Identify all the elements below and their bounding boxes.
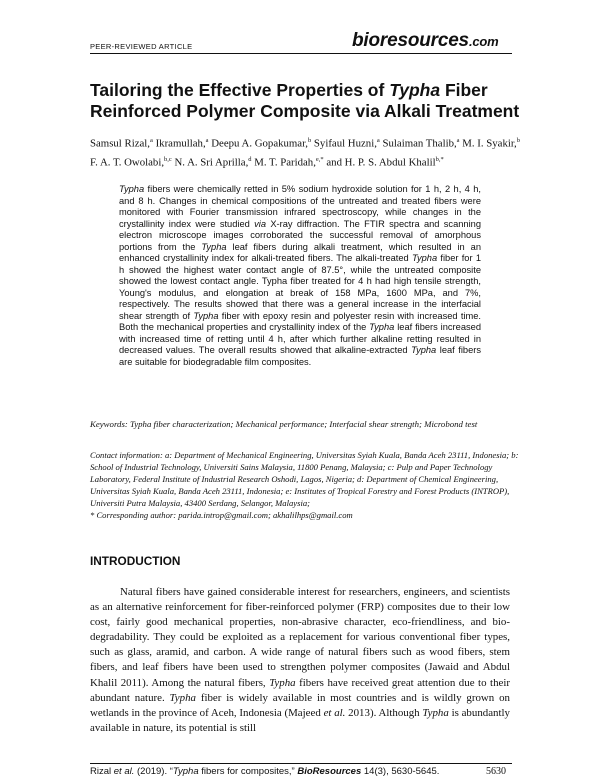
italic-term: Typha xyxy=(422,706,449,719)
italic-term: Typha xyxy=(411,253,438,263)
contact-information xyxy=(90,449,520,521)
author-name: and H. P. S. Abdul Khalil xyxy=(323,156,436,169)
italic-term: Typha xyxy=(193,310,219,321)
footer-citation xyxy=(90,766,439,777)
author-name: M. T. Paridah, xyxy=(251,156,316,169)
abstract-text: fibers were chemically retted in 5% sodium hydroxide solution for 1 h, 2 h, 4 h, and 8 h. Changes in chemical compositions of the untreated and treated fibers were monitored with Fourier transmission infrared spectroscopy, while changes in the crystallinity index were studied xyxy=(119,184,481,229)
journal-suffix: .com xyxy=(468,34,499,49)
footer-text: 14(3), 5630-5645. xyxy=(361,766,440,777)
body-text: is abundantly available in nature, its potential is still xyxy=(90,706,510,734)
page-number: 5630 xyxy=(486,766,506,777)
paragraph xyxy=(90,585,510,736)
footer-text: Rizal xyxy=(90,766,114,777)
author-affiliation-mark: b,c xyxy=(164,155,172,163)
journal-name-footer: BioResources xyxy=(297,766,362,777)
author-name: F. A. T. Owolabi, xyxy=(90,156,165,169)
author-affiliation-mark: d xyxy=(248,155,252,163)
corresponding-author: * Corresponding author: parida.introp@gmail.com; akhalilhps@gmail.com xyxy=(90,510,353,520)
title-line-2: Reinforced Polymer Composite via Alkali Treatment xyxy=(90,101,520,121)
author-affiliation-mark: a xyxy=(149,137,153,144)
footer-rule xyxy=(90,763,512,764)
author-affiliation-mark: b xyxy=(307,137,312,144)
author-affiliation-mark: e,* xyxy=(315,155,324,163)
italic-term: Typha xyxy=(369,322,395,332)
section-label: PEER-REVIEWED ARTICLE xyxy=(90,42,193,51)
section-heading-introduction: INTRODUCTION xyxy=(90,554,181,568)
author-name: Ikramullah, xyxy=(152,137,206,150)
footer-text: fibers for composites,” xyxy=(198,766,298,777)
author-affiliation-mark: a xyxy=(456,137,460,144)
title-text: Tailoring the Effective Properties of xyxy=(90,80,390,100)
italic-term: Typha xyxy=(411,345,437,355)
author-affiliation-mark: a xyxy=(376,137,380,144)
journal-name: bioresources xyxy=(352,30,469,51)
italic-term: et al. xyxy=(323,706,346,719)
italic-term: Typha xyxy=(269,676,296,689)
author-name: Samsul Rizal, xyxy=(90,137,150,150)
author-name: N. A. Sri Aprilla, xyxy=(171,156,249,169)
body-text: 2013). Although xyxy=(345,706,423,719)
affiliations: Contact information: a: Department of Mechanical Engineering, Universitas Syiah Kuala, Banda Aceh 23111, Indonesia; b: School of Industrial Technology, Universiti Sains Malaysia, 11800 Penang, Malaysia; c: Pulp and Paper Technology Laboratory, Federal Institute of Industrial Research Oshodi, Lagos, Nigeria; d: Department of Chemical Engineering, Universitas Syiah Kuala, Banda Aceh 23111, Indonesia; e: Institutes of Tropical Forestry and Forest Products (INTROP), Universiti Putra Malaysia, 43400 Serdang, Selangor, Malaysia; xyxy=(90,450,519,508)
title-italic: Typha xyxy=(389,80,441,100)
author-list xyxy=(90,133,520,170)
footer-text: (2019). “ xyxy=(134,766,173,777)
author-affiliation-mark: b,* xyxy=(435,155,444,163)
journal-logo xyxy=(352,30,498,52)
italic-term: et al. xyxy=(113,766,135,777)
introduction-body xyxy=(90,585,510,736)
abstract-text: X-ray diffraction. The FTIR spectra and scanning electron microscope images corroborated the successful removal of amorphous portions from the xyxy=(119,218,481,252)
title-text: Fiber xyxy=(440,80,488,100)
author-affiliation-mark: a xyxy=(205,137,209,144)
abstract-text: leaf fibers increased with increased time of retting until 4 h, after which further alkaline retting resulted in decreased values. The overall results showed that alkaline-extracted xyxy=(119,322,481,355)
keywords-text: : Typha fiber characterization; Mechanical performance; Interfacial shear strength; Microbond test xyxy=(124,419,478,429)
italic-term: via xyxy=(254,218,267,229)
abstract-text: fiber for 1 h showed the highest water contact angle of 87.5°, while the untreated composite showed the lowest contact angle. Typha fiber treated for 4 h had high tensile strength, Young's modulus, and elongation at break of 158 MPa, 1600 MPa, and 7%, respectively. The results showed that there was a general increase in the interfacial shear strength of xyxy=(119,253,481,321)
abstract-text: leaf fibers are suitable for biodegradable film composites. xyxy=(119,345,481,367)
body-text: fiber is widely available in most countries and is wildly grown on wetlands in the province of Aceh, Indonesia (Majeed xyxy=(90,691,510,719)
author-name: Syifaul Huzni, xyxy=(311,137,377,150)
body-text: Natural fibers have gained considerable interest for researchers, engineers, and scientists as an alternative reinforcement for fiber-reinforced polymer (FRP) composites due to their low cost, fairly good mechanical properties, non-abrasive character, eco-friendliness, and bio-degradability. They could be exploited as a replacement for various conventional fiber types, such as glass, aramid, and carbon. A wide range of natural fibers such as wood fibers, stem fibers, and leaf fibers have been used to strengthen polymer composites (Jawaid and Abdul Khalil 2011). Among the natural fibers, xyxy=(90,586,510,689)
abstract xyxy=(119,184,481,368)
keywords xyxy=(90,418,510,430)
header-rule xyxy=(90,53,512,54)
author-name: Deepu A. Gopakumar, xyxy=(208,137,308,150)
italic-term: Typha xyxy=(201,241,227,252)
article-title xyxy=(90,80,520,122)
author-name: Sulaiman Thalib, xyxy=(379,137,457,150)
author-name: M. I. Syakir, xyxy=(459,137,517,150)
italic-term: Typha xyxy=(169,691,196,704)
italic-term: Typha xyxy=(172,766,199,777)
author-affiliation-mark: b xyxy=(516,137,520,144)
italic-term: Typha xyxy=(119,184,145,194)
abstract-text: leaf fibers during alkali treatment, which resulted in an enhanced crystallinity index for alkali-treated fibers. The alkali-treated xyxy=(119,241,482,263)
keywords-label: Keywords xyxy=(90,419,125,429)
body-text: fibers have received great attention due to their abundant nature. xyxy=(90,676,510,704)
abstract-text: fiber with epoxy resin and polyester resin with increased time. Both the mechanical properties and crystallinity index of the xyxy=(119,310,481,332)
